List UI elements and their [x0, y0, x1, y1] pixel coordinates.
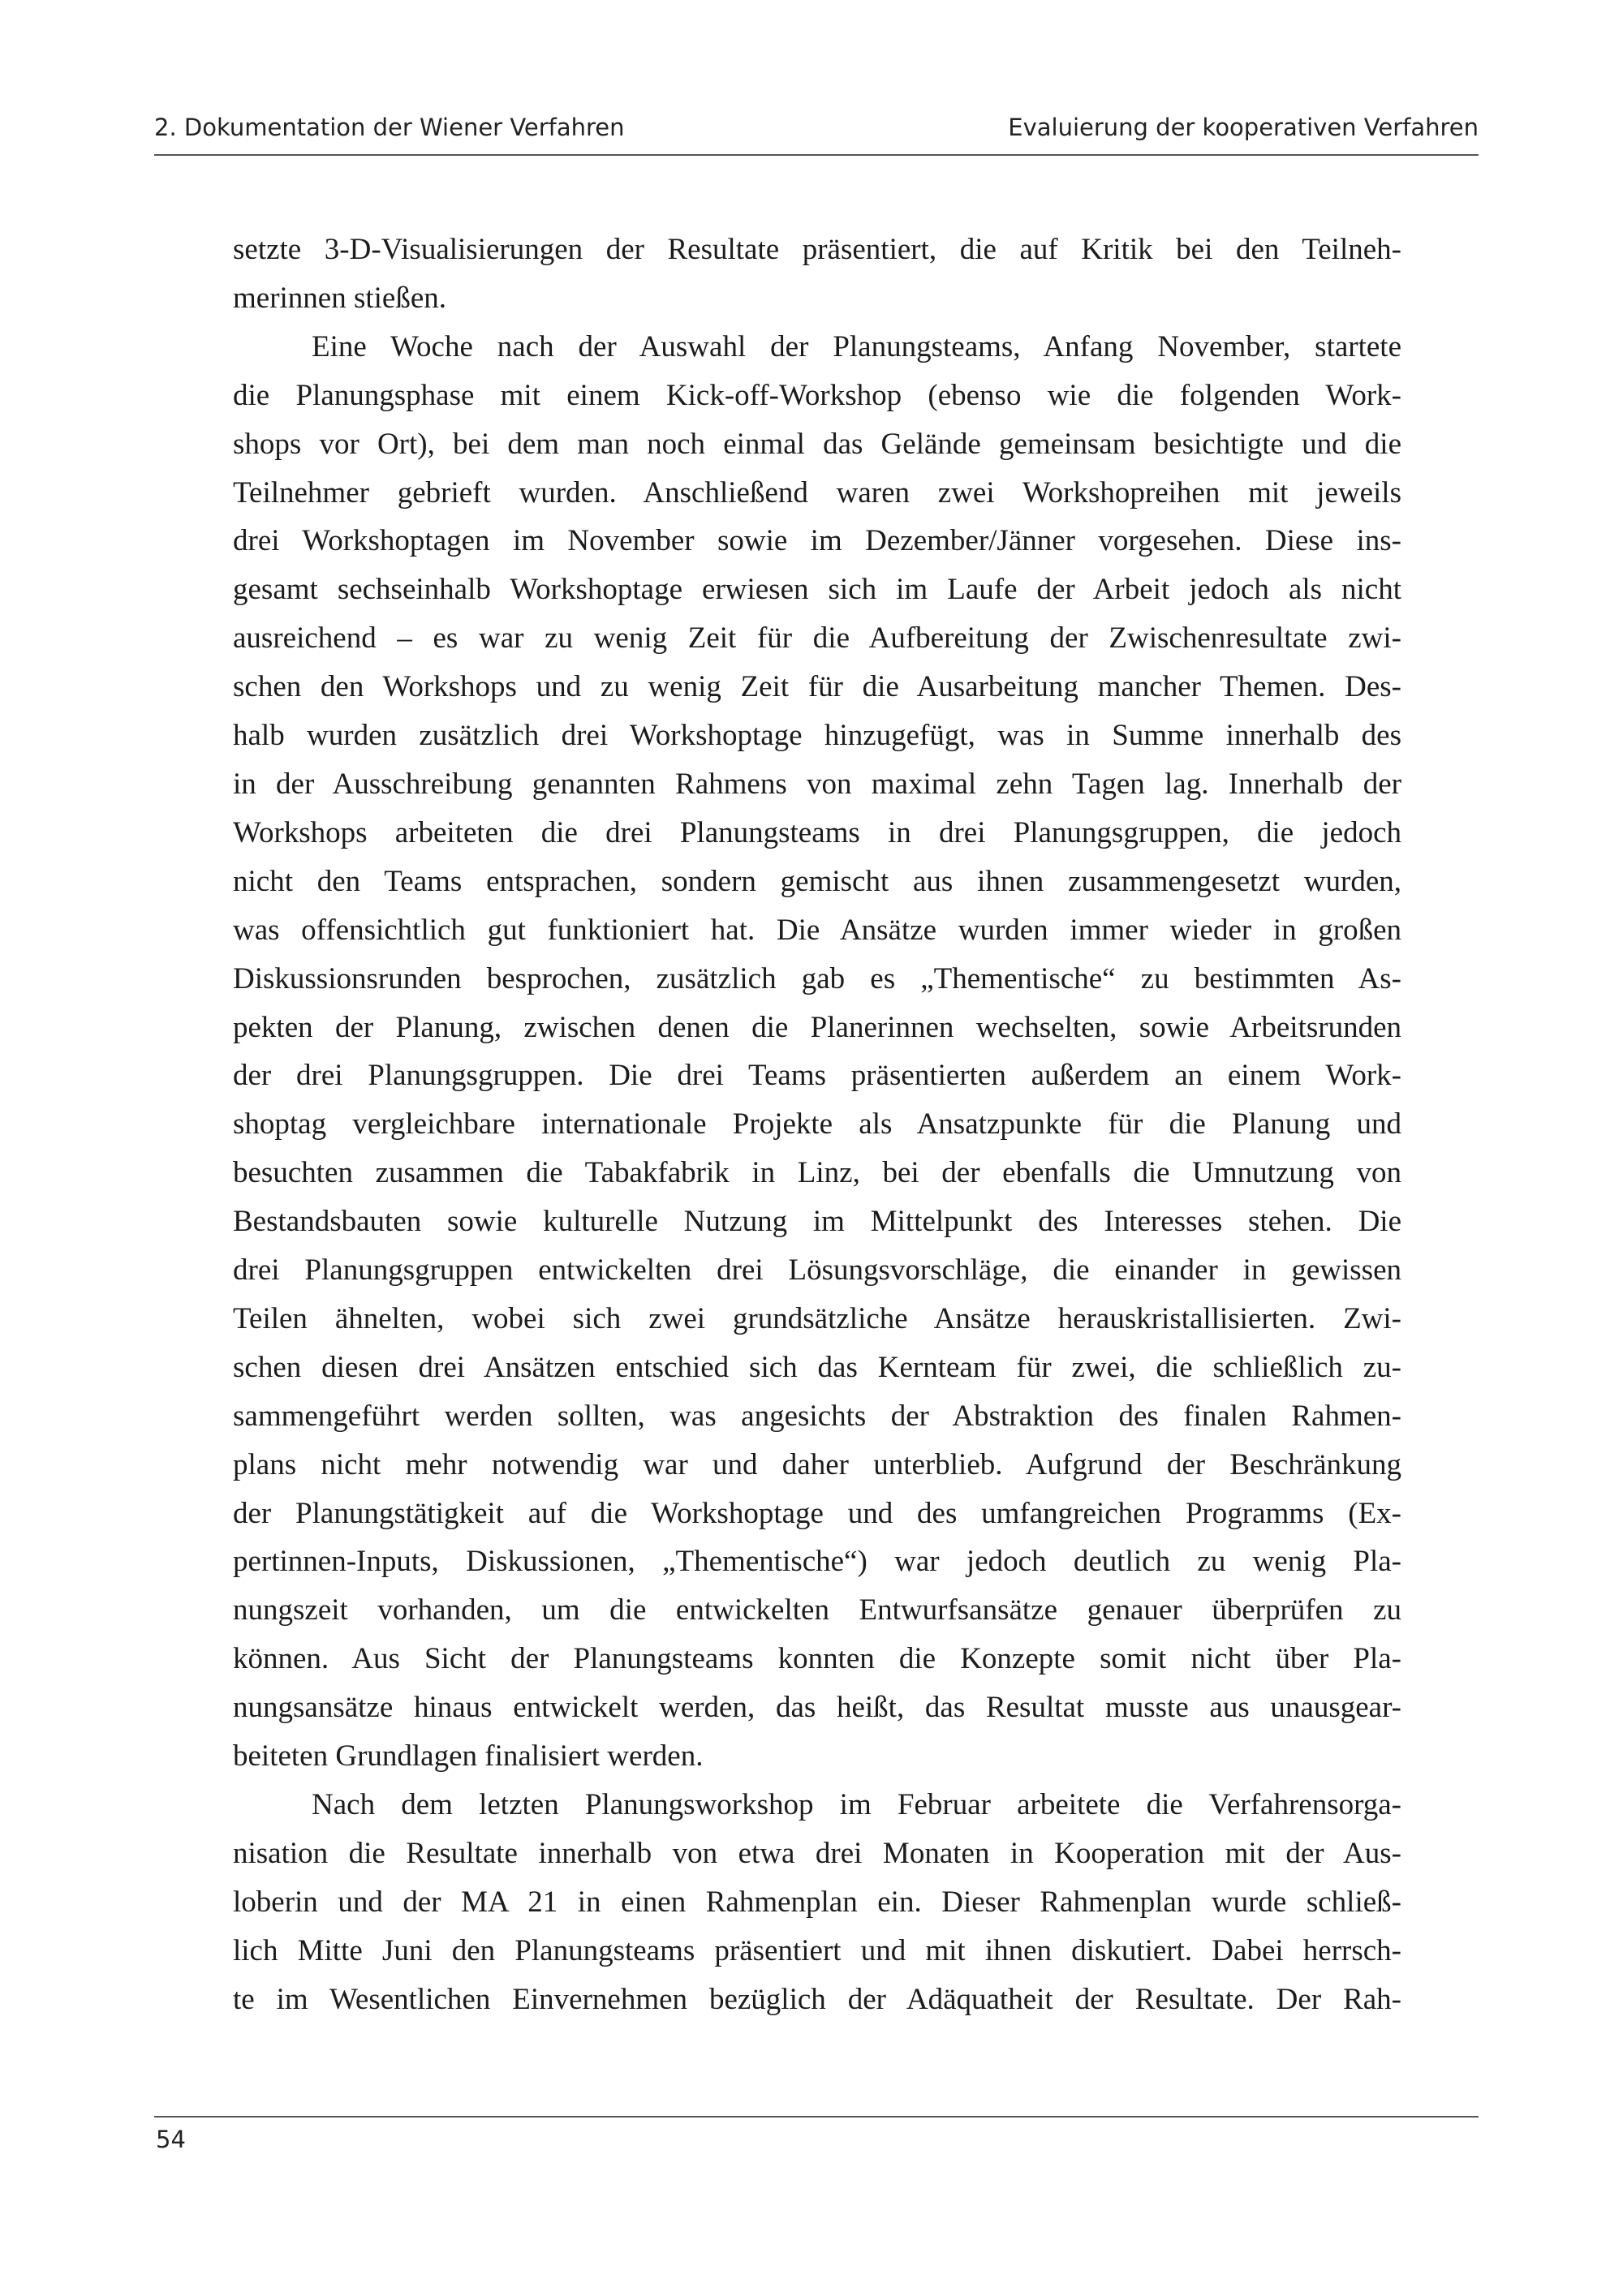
text-line: der drei Planungsgruppen. Die drei Teams präsentierten außerdem an einem Work- [233, 1059, 1401, 1093]
text-line: lich Mitte Juni den Planungsteams präsentiert und mit ihnen diskutiert. Dabei herrsch- [233, 1933, 1401, 1967]
header-chapter-title: 2. Dokumentation der Wiener Verfahren [154, 114, 625, 141]
text-line: merinnen stießen. [233, 281, 447, 315]
text-line: drei Planungsgruppen entwickelten drei Lösungsvorschläge, die einander in gewissen [233, 1253, 1401, 1288]
text-line: Teilnehmer gebrieft wurden. Anschließend waren zwei Workshopreihen mit jeweils [233, 475, 1401, 510]
text-line: besuchten zusammen die Tabakfabrik in Linz, bei der ebenfalls die Umnutzung von [233, 1156, 1401, 1190]
text-line: te im Wesentlichen Einvernehmen bezüglich der Adäquatheit der Resultate. Der Rah- [233, 1982, 1401, 2016]
header-divider [154, 154, 1479, 156]
text-line: pertinnen-Inputs, Diskussionen, „Thementische“) war jedoch deutlich zu wenig Pla- [233, 1545, 1401, 1579]
text-line: schen den Workshops und zu wenig Zeit für die Ausarbeitung mancher Themen. Des- [233, 670, 1401, 704]
text-line: nungsansätze hinaus entwickelt werden, das heißt, das Resultat musste aus unausgear- [233, 1691, 1401, 1725]
text-line: können. Aus Sicht der Planungsteams konnten die Konzepte somit nicht über Pla- [233, 1642, 1401, 1676]
text-line: Diskussionsrunden besprochen, zusätzlich gab es „Thementische“ zu bestimmten As- [233, 961, 1401, 995]
text-line: setzte 3-D-Visualisierungen der Resultate präsentiert, die auf Kritik bei den Teilneh- [233, 233, 1401, 266]
text-line: Nach dem letzten Planungsworkshop im Februar arbeitete die Verfahrensorga- [312, 1788, 1401, 1821]
text-line: sammengeführt werden sollten, was angesichts der Abstraktion des finalen Rahmen- [233, 1399, 1401, 1433]
text-line: Bestandsbauten sowie kulturelle Nutzung im Mittelpunkt des Interesses stehen. Die [233, 1205, 1401, 1239]
text-line: pekten der Planung, zwischen denen die Planerinnen wechselten, sowie Arbeitsrunden [233, 1010, 1401, 1044]
header-book-title: Evaluierung der kooperativen Verfahren [1008, 114, 1479, 141]
text-line: schen diesen drei Ansätzen entschied sich das Kernteam für zwei, die schließlich zu- [233, 1350, 1401, 1384]
running-header [154, 114, 1479, 154]
text-line: nungszeit vorhanden, um die entwickelten Entwurfsansätze genauer überprüfen zu [233, 1593, 1401, 1627]
text-line: loberin und der MA 21 in einen Rahmenplan ein. Dieser Rahmenplan wurde schließ- [233, 1885, 1401, 1919]
footer-divider [154, 2116, 1479, 2118]
page-number: 54 [156, 2126, 186, 2153]
text-line: was offensichtlich gut funktioniert hat. Die Ansätze wurden immer wieder in großen [233, 913, 1401, 947]
text-line: die Planungsphase mit einem Kick-off-Workshop (ebenso wie die folgenden Work- [233, 378, 1401, 412]
text-line: in der Ausschreibung genannten Rahmens von maximal zehn Tagen lag. Innerhalb der [233, 767, 1401, 801]
text-line: der Planungstätigkeit auf die Workshoptage und des umfangreichen Programms (Ex- [233, 1496, 1401, 1530]
text-line: beiteten Grundlagen finalisiert werden. [233, 1739, 704, 1774]
text-line: Teilen ähnelten, wobei sich zwei grundsätzliche Ansätze herauskristallisierten. Zwi- [233, 1301, 1401, 1335]
text-line: nisation die Resultate innerhalb von etwa drei Monaten in Kooperation mit der Aus- [233, 1836, 1401, 1870]
text-line: Workshops arbeiteten die drei Planungsteams in drei Planungsgruppen, die jedoch [233, 815, 1401, 849]
text-line: halb wurden zusätzlich drei Workshoptage hinzugefügt, was in Summe innerhalb des [233, 719, 1401, 753]
text-line: shops vor Ort), bei dem man noch einmal das Gelände gemeinsam besichtigte und die [233, 427, 1401, 461]
text-line: ausreichend – es war zu wenig Zeit für die Aufbereitung der Zwischenresultate zwi- [233, 621, 1401, 656]
text-line: drei Workshoptagen im November sowie im Dezember/Jänner vorgesehen. Diese ins- [233, 524, 1401, 558]
text-line: Eine Woche nach der Auswahl der Planungsteams, Anfang November, startete [312, 329, 1401, 363]
text-line: shoptag vergleichbare internationale Projekte als Ansatzpunkte für die Planung und [233, 1107, 1401, 1142]
text-line: gesamt sechseinhalb Workshoptage erwiesen sich im Laufe der Arbeit jedoch als nicht [233, 573, 1401, 607]
body-text [233, 226, 1401, 2024]
text-line: nicht den Teams entsprachen, sondern gemischt aus ihnen zusammengesetzt wurden, [233, 864, 1401, 898]
text-line: plans nicht mehr notwendig war und daher unterblieb. Aufgrund der Beschränkung [233, 1447, 1401, 1481]
